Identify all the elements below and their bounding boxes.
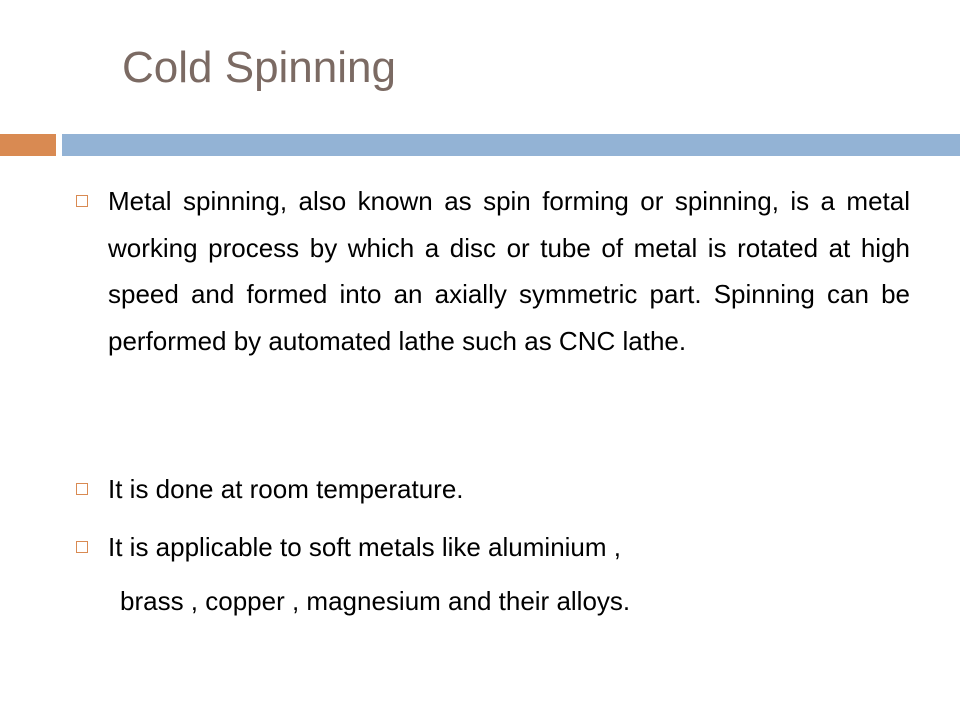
bullet-text: It is done at room temperature. [108, 474, 464, 504]
hollow-square-bullet-icon [76, 483, 88, 495]
title-divider-bar [62, 134, 960, 156]
bullet-text: Metal spinning, also known as spin forming or spinning, is a metal working process by which a disc or tube of metal is rotated at high speed and formed into an axially symmetric part. Spinning can be performed by automated lathe such as CNC lathe. [108, 186, 910, 356]
bullet-item [108, 524, 910, 571]
bullet-text: It is applicable to soft metals like aluminium , [108, 532, 621, 562]
hollow-square-bullet-icon [76, 541, 88, 553]
bullet-item [108, 178, 910, 364]
title-divider-accent [0, 134, 56, 156]
hollow-square-bullet-icon [76, 195, 88, 207]
slide-title: Cold Spinning [122, 43, 396, 92]
bullet-item [108, 466, 910, 513]
bullet-continuation: brass , copper , magnesium and their alloys. [120, 586, 631, 616]
